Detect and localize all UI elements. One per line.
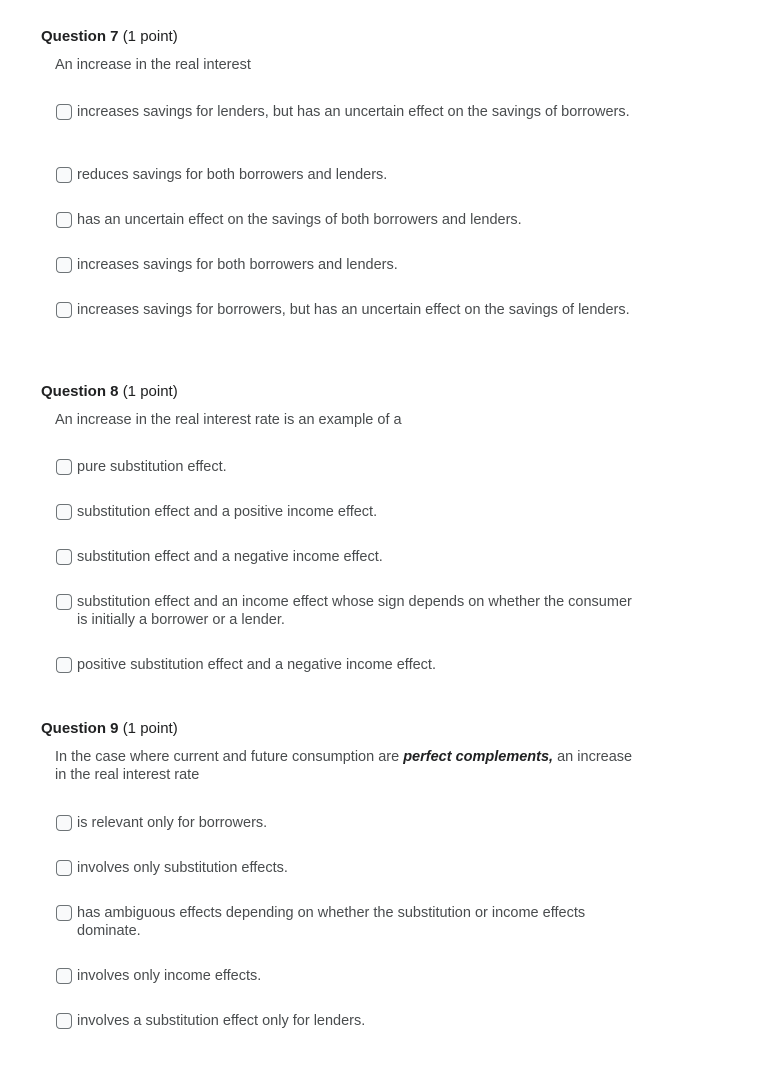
answer-option[interactable] (56, 301, 636, 319)
question-header (41, 382, 178, 402)
answer-label: positive substitution effect and a negative income effect. (77, 657, 436, 673)
question-prompt: An increase in the real interest rate is an example of a (55, 412, 402, 428)
answer-label: involves only income effects. (77, 968, 262, 984)
answer-option[interactable] (56, 656, 636, 674)
question-header (41, 27, 178, 47)
answer-checkbox[interactable] (56, 459, 72, 475)
answer-checkbox[interactable] (56, 905, 72, 921)
answer-option[interactable] (56, 548, 636, 566)
answer-checkbox[interactable] (56, 968, 72, 984)
answer-label: is relevant only for borrowers. (77, 815, 268, 831)
answer-label: has ambiguous effects depending on whether the substitution or income effects dominate. (77, 905, 586, 939)
answer-label: increases savings for both borrowers and lenders. (77, 257, 398, 273)
answer-checkbox[interactable] (56, 504, 72, 520)
answer-checkbox[interactable] (56, 860, 72, 876)
answer-option[interactable] (56, 256, 636, 274)
answer-checkbox[interactable] (56, 549, 72, 565)
answer-checkbox[interactable] (56, 657, 72, 673)
answer-option[interactable] (56, 904, 636, 940)
answer-checkbox[interactable] (56, 167, 72, 183)
answer-label: reduces savings for both borrowers and lenders. (77, 167, 388, 183)
answer-label: substitution effect and a negative income effect. (77, 549, 383, 565)
question-prompt (55, 748, 635, 784)
answer-label: substitution effect and an income effect whose sign depends on whether the consumer is initially a borrower or a lender. (77, 594, 632, 628)
question-points: (1 point) (122, 28, 178, 45)
answer-option[interactable] (56, 859, 636, 877)
answer-option[interactable] (56, 503, 636, 521)
question-prompt: An increase in the real interest (55, 57, 251, 73)
answer-checkbox[interactable] (56, 104, 72, 120)
answer-label: increases savings for lenders, but has an uncertain effect on the savings of borrowers. (77, 104, 630, 120)
answer-label: involves only substitution effects. (77, 860, 288, 876)
answer-checkbox[interactable] (56, 594, 72, 610)
question-prompt-end: an increase in the real interest rate (55, 749, 633, 783)
answer-checkbox[interactable] (56, 257, 72, 273)
answer-checkbox[interactable] (56, 212, 72, 228)
question-number: Question 9 (41, 720, 119, 737)
answer-label: substitution effect and a positive income effect. (77, 504, 378, 520)
answer-option[interactable] (56, 458, 636, 476)
answer-checkbox[interactable] (56, 302, 72, 318)
answer-label: has an uncertain effect on the savings of both borrowers and lenders. (77, 212, 522, 228)
answer-option[interactable] (56, 211, 636, 229)
answer-option[interactable] (56, 103, 636, 121)
answer-option[interactable] (56, 814, 636, 832)
answer-label: involves a substitution effect only for lenders. (77, 1013, 366, 1029)
answer-label: increases savings for borrowers, but has an uncertain effect on the savings of lenders. (77, 302, 630, 318)
answer-label: pure substitution effect. (77, 459, 227, 475)
answer-option[interactable] (56, 593, 636, 629)
question-number: Question 7 (41, 28, 119, 45)
question-prompt-start: In the case where current and future consumption are (55, 749, 404, 765)
answer-checkbox[interactable] (56, 1013, 72, 1029)
question-points: (1 point) (122, 383, 178, 400)
question-prompt-emphasis: perfect complements, (403, 749, 554, 765)
question-number: Question 8 (41, 383, 119, 400)
answer-option[interactable] (56, 1012, 636, 1030)
question-points: (1 point) (122, 720, 178, 737)
answer-checkbox[interactable] (56, 815, 72, 831)
answer-option[interactable] (56, 166, 636, 184)
question-header (41, 719, 178, 739)
answer-option[interactable] (56, 967, 636, 985)
